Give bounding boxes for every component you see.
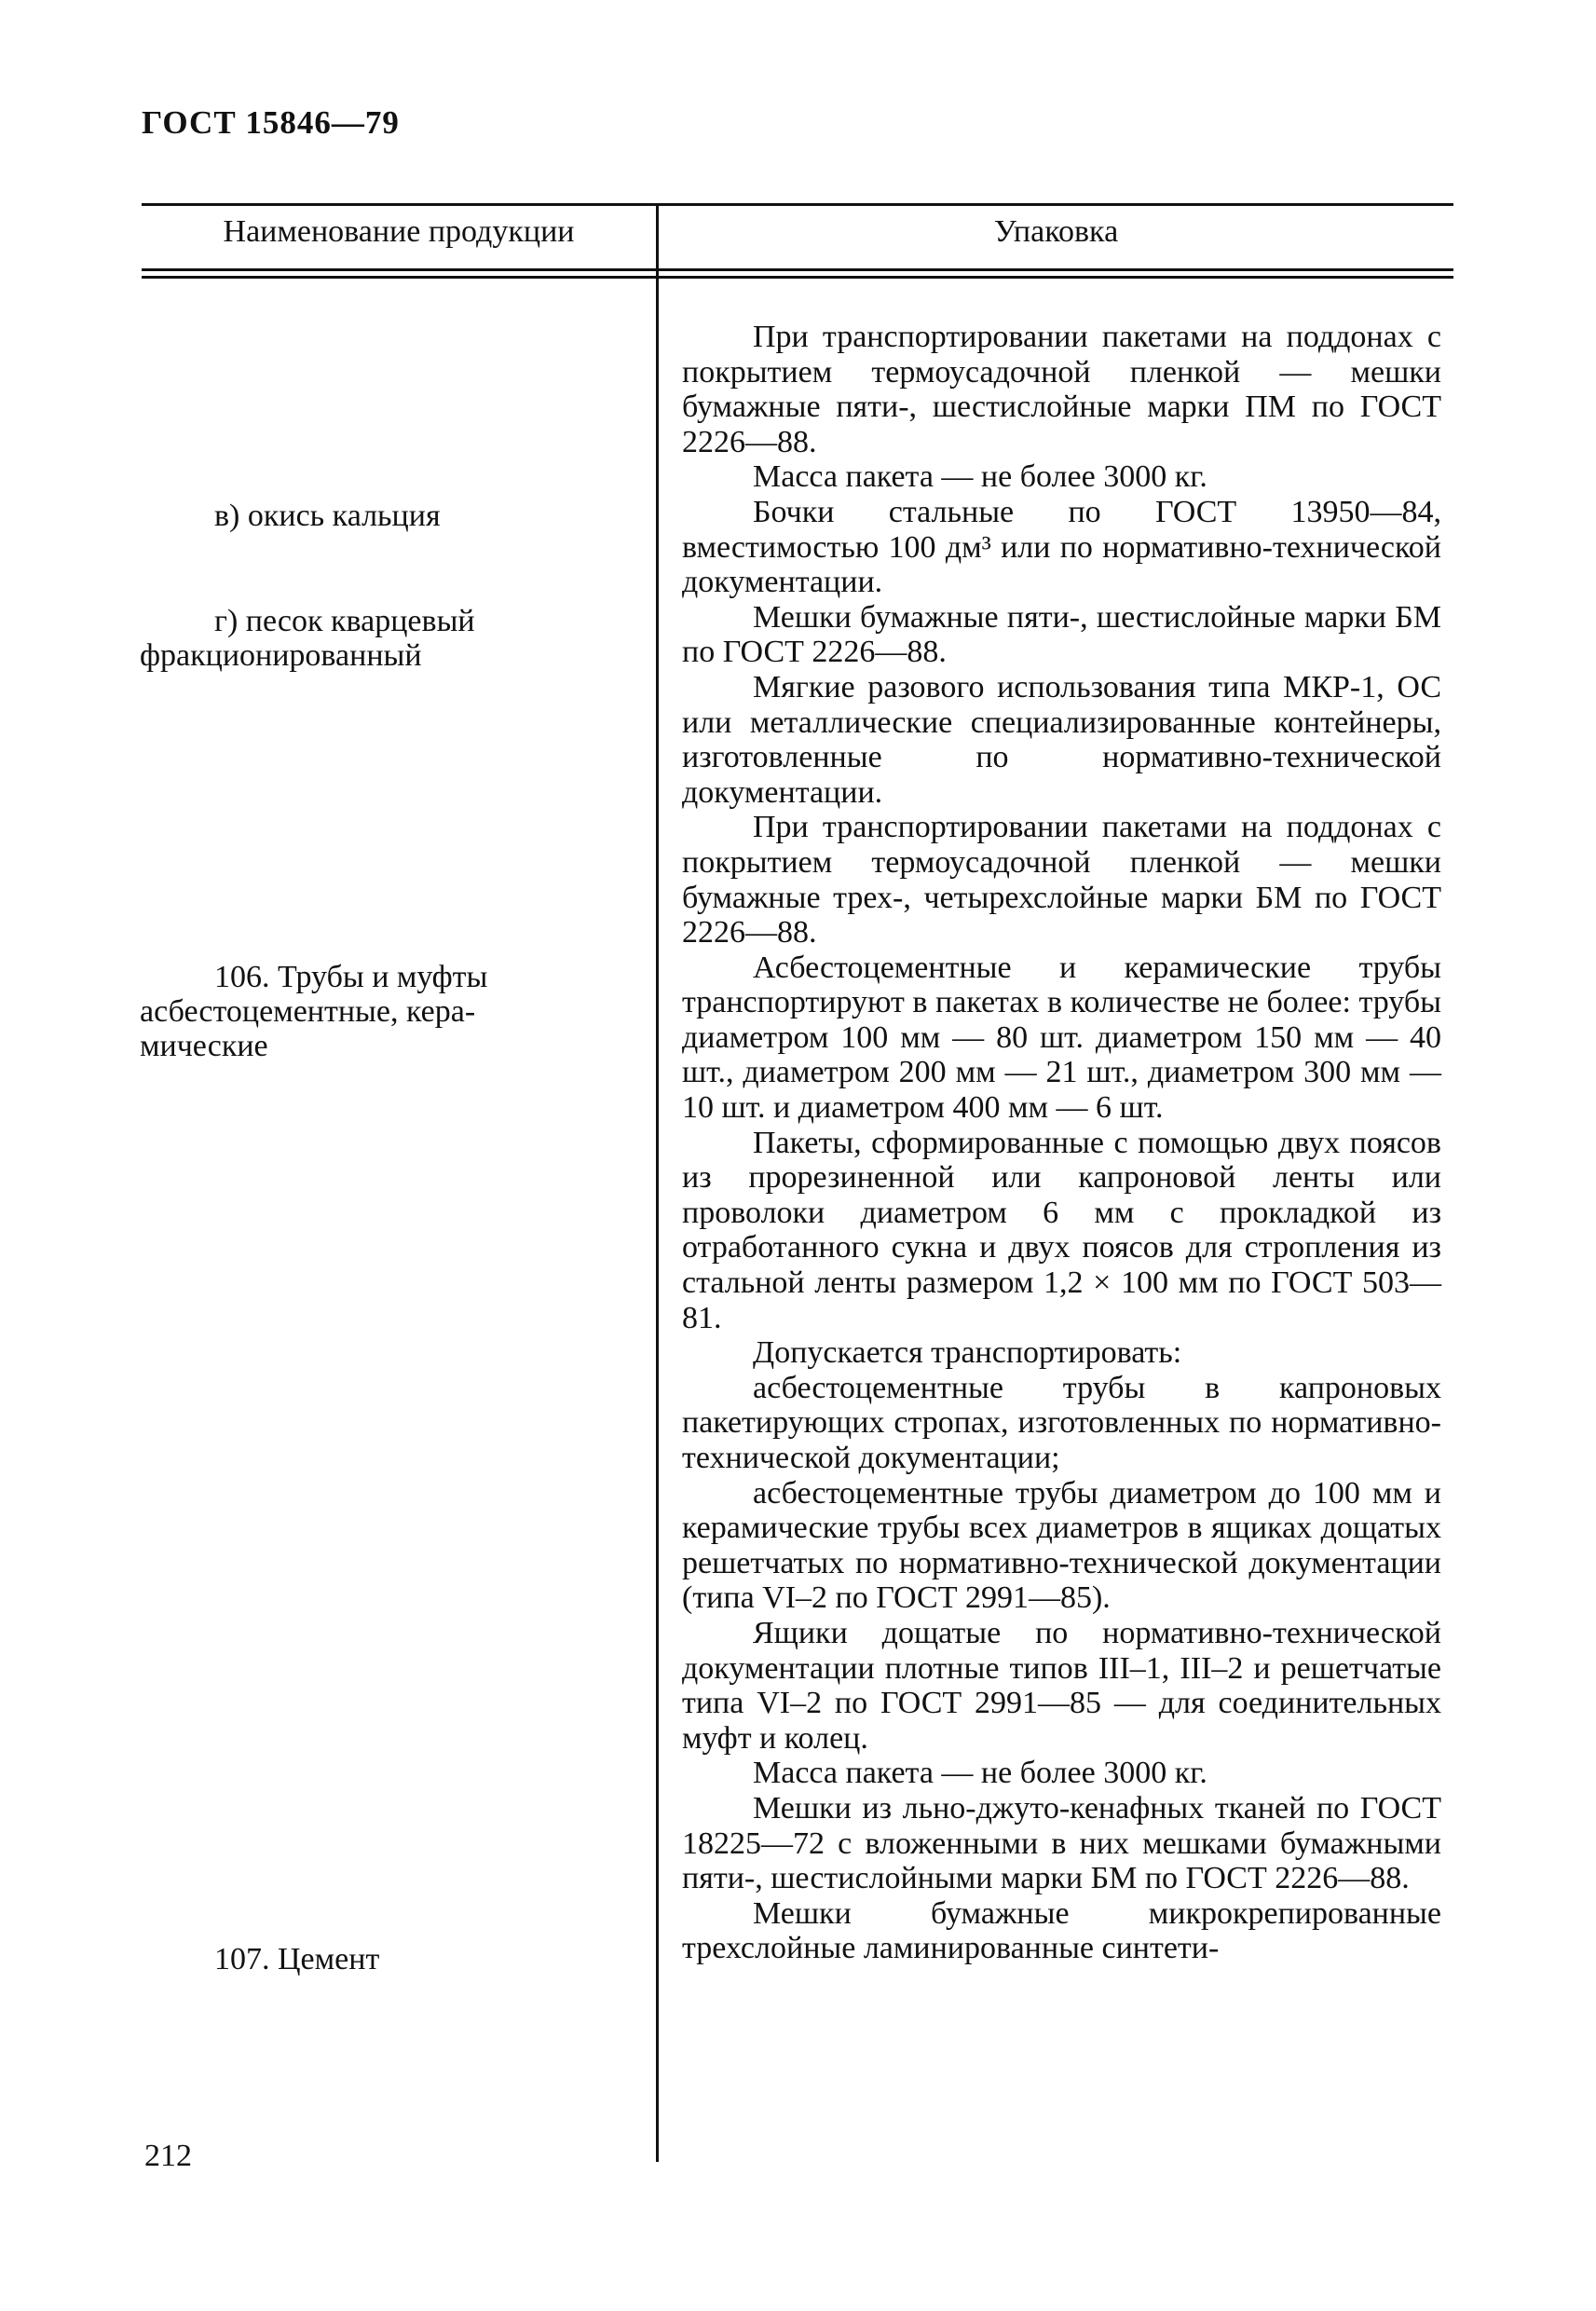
column-header-packaging: Упаковка (993, 214, 1119, 249)
item-pipes-line-1: 106. Трубы и муфты (214, 960, 488, 994)
packaging-paragraph: Ящики дощатые по нормативно-технической документации плотные типов III–1, III–2 и решетчатые типа VI–2 по ГОСТ 2991—85 — для соединительных муфт и колец. (682, 1615, 1441, 1756)
packaging-paragraph: Мягкие разового использования типа МКР-1, ОС или металлические специализированные контейнеры, изготовленные по нормативно-технической документации. (682, 669, 1441, 810)
item-pipes-line-2: асбестоцементные, кера- (140, 994, 476, 1029)
page-number: 212 (144, 2139, 192, 2173)
item-pipes-line-3: мические (140, 1029, 268, 1063)
item-cement-label: 107. Цемент (214, 1942, 380, 1976)
column-header-product: Наименование продукции (223, 214, 575, 249)
item-calcium-oxide (140, 499, 578, 533)
document-code: ГОСТ 15846—79 (142, 104, 400, 141)
item-quartz-sand-line-2: фракционированный (140, 638, 422, 673)
packaging-paragraph: Масса пакета — не более 3000 кг. (753, 1756, 1207, 1791)
item-quartz-sand (140, 604, 578, 673)
table-header-rule-1 (142, 268, 1453, 271)
item-quartz-sand-line-1: г) песок кварцевый (214, 604, 475, 638)
packaging-column (682, 320, 1441, 1966)
table-header-rule-2 (142, 276, 1453, 279)
packaging-paragraph: асбестоцементные трубы диаметром до 100 мм и керамические трубы всех диаметров в ящиках дощатых решетчатых по нормативно-технической документации (типа VI–2 по ГОСТ 2991—85). (682, 1475, 1441, 1616)
packaging-paragraph: асбестоцементные трубы в капроновых пакетирующих стропах, изготовленных по нормативно-технической документации; (682, 1370, 1441, 1475)
packaging-paragraph: Мешки бумажные микрокрепированные трехслойные ламинированные синтети- (682, 1895, 1441, 1966)
item-calcium-oxide-label: в) окись кальция (214, 499, 441, 533)
item-cement (140, 1942, 578, 1976)
item-pipes (140, 960, 578, 1063)
column-divider (656, 203, 659, 2162)
packaging-paragraph: Пакеты, сформированные с помощью двух поясов из прорезиненной или капроновой ленты или проволоки диаметром 6 мм с прокладкой из отработанного сукна и двух поясов для стропления из стальной ленты размером 1,2 × 100 мм по ГОСТ 503—81. (682, 1125, 1441, 1335)
packaging-paragraph: Допускается транспортировать: (753, 1335, 1182, 1371)
packaging-paragraph: При транспортировании пакетами на поддонах с покрытием термоусадочной пленкой — мешки бумажные пяти-, шестислойные марки ПМ по ГОСТ 2226—88. (682, 320, 1441, 459)
packaging-paragraph: Масса пакета — не более 3000 кг. (753, 459, 1207, 495)
packaging-paragraph: Мешки бумажные пяти-, шестислойные марки БМ по ГОСТ 2226—88. (682, 599, 1441, 670)
packaging-paragraph: Мешки из льно-джуто-кенафных тканей по ГОСТ 18225—72 с вложенными в них мешками бумажными пяти-, шестислойными марки БМ по ГОСТ 2226—88. (682, 1790, 1441, 1896)
packaging-paragraph: Асбестоцементные и керамические трубы транспортируют в пакетах в количестве не более: трубы диаметром 100 мм — 80 шт. диаметром 150 мм — 40 шт., диаметром 200 мм — 21 шт., диаметром 300 мм — 10 шт. и диаметром 400 мм — 6 шт. (682, 950, 1441, 1126)
packaging-paragraph: Бочки стальные по ГОСТ 13950—84, вместимостью 100 дм³ или по нормативно-технической документации. (682, 494, 1441, 600)
table-top-rule (142, 203, 1453, 206)
packaging-paragraph: При транспортировании пакетами на поддонах с покрытием термоусадочной пленкой — мешки бумажные трех-, четырехслойные марки БМ по ГОСТ 2226—88. (682, 810, 1441, 950)
